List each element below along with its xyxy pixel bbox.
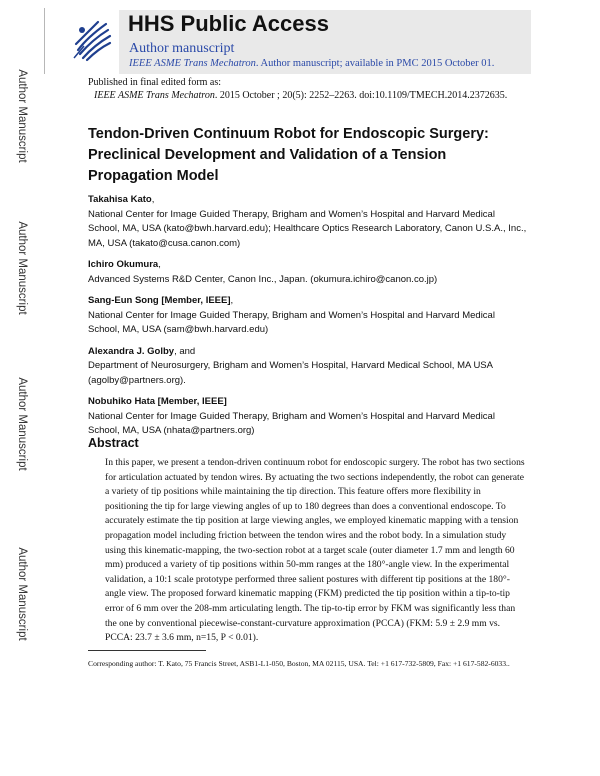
author-affiliation: Advanced Systems R&D Center, Canon Inc., Japan. (okumura.ichiro@canon.co.jp)	[88, 273, 438, 285]
author-affiliation: National Center for Image Guided Therapy, Brigham and Women’s Hospital and Harvard Medical School, MA, USA (kato@bwh.harvard.edu); Healthcare Optics Research Laboratory, Canon U.S.A., Inc., MA, USA (takato@cusa.canon.com)	[88, 208, 527, 249]
sidebar-label: Author Manuscript	[16, 547, 28, 641]
abstract-text: In this paper, we present a tendon-driven continuum robot for endoscopic surgery. The robot has two sections for articulation actuated by tendon wires. By actuating the two sections independently, the robot can generate a variety of tip positions while maintaining the tip direction. This feature offers more flexibility in positioning the tip for large viewing angles of up to 180 degrees than does a conventional endoscope. To accurately estimate the tip position at large viewing angles, we employed kinematic mapping with a tension propagation model including friction between the tendon wires and the robot body. In a simulation study using this kinematic-mapping, the two-section robot at a target scale (outer diameter 1.7 mm and length 60 mm) produced a variety of tip positions within 50-mm ranges at the 180°-angle view. In the experimental validation, a 10:1 scale prototype performed three salient postures with different tip positions at the 180°-angle view. The proposed forward kinematic mapping (FKM) predicted the tip position within a tip-to-tip error of 6 mm over the 208-mm articulating length. The tip-to-tip error by FKM was significantly less than the one by conventional piecewise-constant-curvature approximation (PCCA) (FKM: 5.9 ± 2.9 mm vs. PCCA: 23.7 ± 3.6 mm, n=15, P < 0.01).	[105, 457, 525, 644]
author-affiliation: National Center for Image Guided Therapy, Brigham and Women’s Hospital and Harvard Medical School, MA, USA (sam@bwh.harvard.edu)	[88, 309, 495, 335]
publication-details: . 2015 October ; 20(5): 2252–2263. doi:10.1109/TMECH.2014.2372635.	[214, 90, 508, 101]
author-list	[88, 193, 528, 446]
author-entry	[88, 258, 528, 287]
author-suffix: ,	[151, 194, 155, 205]
hhs-public-access-title: HHS Public Access	[128, 11, 329, 36]
publication-journal: IEEE ASME Trans Mechatron	[94, 90, 215, 101]
header-availability: . Author manuscript; available in PMC 2015 October 01.	[255, 58, 495, 69]
published-in-label: Published in final edited form as:	[88, 77, 222, 88]
author-name: Alexandra J. Golby	[88, 345, 175, 357]
author-name: Takahisa Kato	[88, 194, 152, 205]
author-affiliation: Department of Neurosurgery, Brigham and Women’s Hospital, Harvard Medical School, MA USA (agolby@partners.org).	[88, 360, 493, 386]
header-citation	[129, 58, 494, 69]
author-suffix: , and	[174, 345, 196, 357]
author-suffix: ,	[158, 259, 161, 270]
sidebar-label: Author Manuscript	[16, 69, 28, 163]
author-name: Sang-Eun Song [Member, IEEE]	[88, 295, 231, 306]
author-manuscript-sidebar	[0, 0, 44, 776]
sidebar-label: Author Manuscript	[16, 377, 28, 471]
sidebar-label: Author Manuscript	[16, 221, 28, 315]
header-journal-name: IEEE ASME Trans Mechatron	[129, 58, 256, 69]
header-divider	[44, 8, 45, 74]
author-suffix: ,	[230, 295, 234, 306]
author-manuscript-label: Author manuscript	[129, 41, 235, 56]
corresponding-author-footnote: Corresponding author: T. Kato, 75 Francis Street, ASB1-L1-050, Boston, MA 02115, USA. Tel: +1 617-732-5809, Fax: +1 617-582-6033..	[88, 659, 510, 668]
publication-citation	[94, 90, 507, 101]
author-entry	[88, 345, 528, 389]
footnote-divider	[88, 650, 206, 651]
author-affiliation: National Center for Image Guided Therapy, Brigham and Women’s Hospital and Harvard Medical School, MA, USA (nhata@partners.org)	[88, 410, 495, 436]
paper-title: Tendon-Driven Continuum Robot for Endoscopic Surgery: Preclinical Development and Validation of a Tension Propagation Model	[88, 126, 489, 184]
hhs-eagle-logo-icon	[70, 16, 114, 62]
author-name: Ichiro Okumura	[88, 259, 159, 270]
author-entry	[88, 294, 528, 338]
author-entry	[88, 395, 528, 439]
author-entry	[88, 193, 528, 251]
author-name: Nobuhiko Hata [Member, IEEE]	[88, 396, 227, 407]
abstract-heading: Abstract	[88, 436, 139, 450]
